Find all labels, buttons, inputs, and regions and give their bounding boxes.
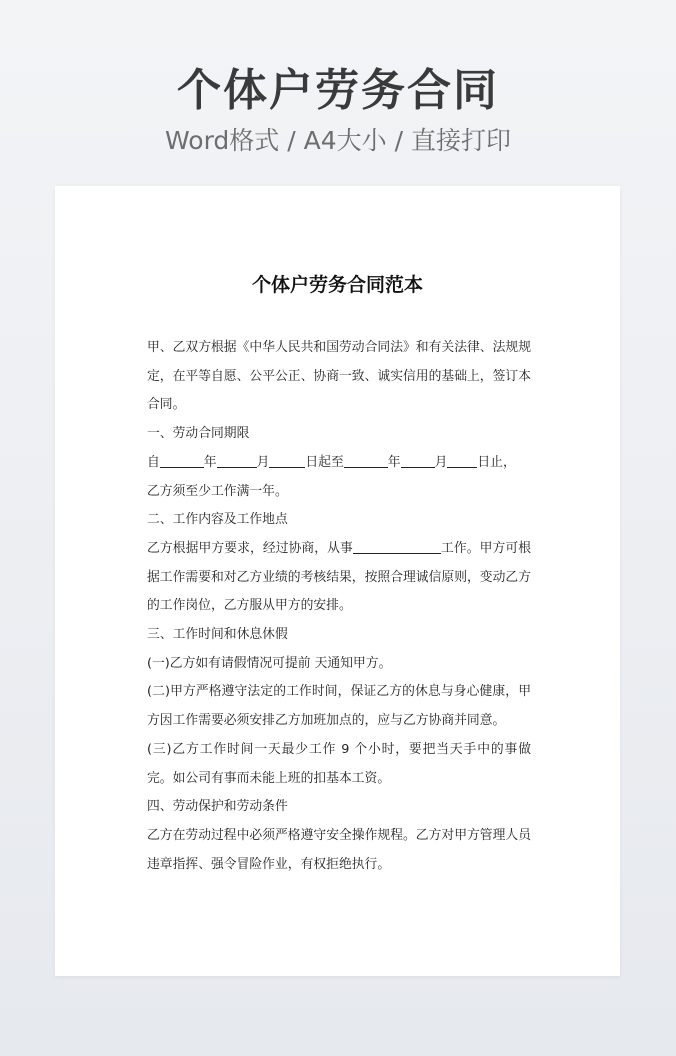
blank-end-year [344,451,388,468]
section-heading-protection: 四、劳动保护和劳动条件 [147,799,288,815]
blank-work-type [353,537,441,554]
hours-item-2: (二)甲方严格遵守法定的工作时间，保证乙方的休息与身心健康，甲方因工作需要必须安排乙方加班加点的，应与乙方协商并同意。 [147,684,531,729]
blank-end-month [401,451,435,468]
blank-start-year [160,451,204,468]
blank-end-day [447,451,477,468]
blank-start-day [269,451,305,468]
intro-paragraph: 甲、乙双方根据《中华人民共和国劳动合同法》和有关法律、法规规定，在平等自愿、公平公正、协商一致、诚实信用的基础上，签订本合同。 [147,340,531,413]
work-lead: 乙方根据甲方要求，经过协商，从事 [147,540,353,556]
term-month1: 月 [256,454,270,470]
document-title: 个体户劳务合同范本 [251,274,423,296]
section-heading-hours: 三、工作时间和休息休假 [147,627,288,643]
term-day1: 日起至 [305,454,344,470]
term-year2: 年 [387,454,401,470]
term-day2: 日止， [477,454,516,470]
banner-subtitle: Word格式 / A4大小 / 直接打印 [165,126,511,155]
term-line [147,449,531,478]
document-body [147,334,531,879]
work-content-paragraph [147,535,531,621]
protection-paragraph: 乙方在劳动过程中必须严格遵守安全操作规程。乙方对甲方管理人员违章指挥、强令冒险作业，有权拒绝执行。 [147,827,531,872]
work-rest: 工作。甲方可根据工作需要和对乙方业绩的考核结果，按照合理诚信原则，变动乙方的工作岗位，乙方服从甲方的安排。 [147,540,532,614]
banner-title: 个体户劳务合同 [177,65,499,116]
blank-start-month [217,451,257,468]
section-heading-term: 一、劳动合同期限 [147,426,250,442]
term-year1: 年 [203,454,217,470]
section-heading-work: 二、工作内容及工作地点 [147,512,288,528]
term-from: 自 [147,454,160,470]
banner-header [0,62,676,158]
hours-item-3: (三)乙方工作时间一天最少工作 9 个小时，要把当天手中的事做完。如公司有事而未能上班的扣基本工资。 [147,741,531,786]
hours-item-1: (一)乙方如有请假情况可提前 天通知甲方。 [147,655,392,671]
document-page [55,186,620,976]
min-term-line: 乙方须至少工作满一年。 [147,483,288,499]
term-month2: 月 [434,454,448,470]
